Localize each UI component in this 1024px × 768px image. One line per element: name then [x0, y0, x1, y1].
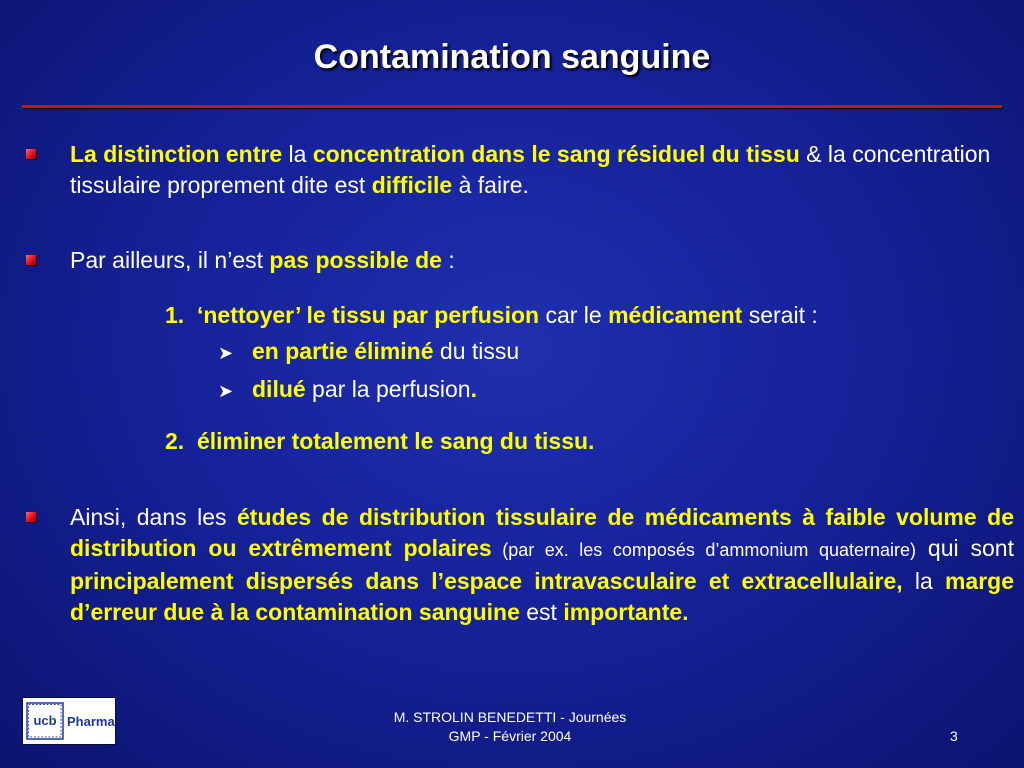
bullet-text	[70, 502, 1014, 628]
text-span: éliminer totalement le sang du tissu.	[196, 428, 595, 454]
text-span: la	[282, 141, 313, 167]
text-span: .	[470, 376, 477, 402]
text-span: la	[902, 568, 945, 594]
text-span: concentration dans le sang résiduel du tissu	[312, 141, 800, 167]
item-number: 2.	[165, 428, 185, 454]
logo-ucb-text: ucb	[33, 713, 57, 728]
text-span: du tissu	[433, 338, 520, 364]
text-span: par la perfusion	[305, 376, 471, 402]
ucb-logo-icon	[23, 698, 115, 744]
slide-footer	[370, 708, 650, 746]
text-span: (par ex. les composés d’ammonium quaternaire)	[491, 540, 916, 560]
bullet-text	[70, 139, 1014, 201]
text-span: pas possible de	[269, 247, 442, 273]
bullet-ainsi	[26, 502, 1014, 628]
text-span: à faire.	[452, 172, 529, 198]
text-span: :	[441, 247, 455, 273]
text-span: qui sont	[916, 535, 1014, 561]
text-span: La distinction entre	[70, 141, 283, 167]
text-span: ‘nettoyer’ le tissu par perfusion	[196, 302, 540, 328]
square-bullet-icon	[26, 255, 36, 265]
text-span: importante.	[563, 599, 689, 625]
text-span: médicament	[608, 302, 743, 328]
text-span: & la concentration tissulaire proprement dite est	[70, 141, 991, 198]
text-span: difficile	[371, 172, 453, 198]
footer-line-1: M. STROLIN BENEDETTI - Journées	[393, 709, 627, 725]
item-number: 1.	[165, 302, 185, 328]
text-span: car le	[539, 302, 609, 328]
logo-pharma-text: Pharma	[67, 714, 115, 729]
sub-item-dilue	[218, 374, 477, 406]
text-span: est	[519, 599, 564, 625]
footer-line-2: GMP - Février 2004	[448, 728, 572, 744]
text-span: Ainsi, dans les	[70, 504, 238, 530]
arrow-bullet-icon: ➤	[218, 343, 234, 363]
sub-item-elimine	[218, 336, 519, 368]
text-span: dilué	[252, 376, 306, 402]
text-span: serait :	[742, 302, 818, 328]
numbered-item-2	[165, 426, 594, 456]
page-number: 3	[950, 728, 958, 744]
text-span: en partie éliminé	[252, 338, 434, 364]
title-divider	[22, 105, 1002, 108]
bullet-text	[70, 245, 1014, 276]
slide-title: Contamination sanguine	[313, 38, 711, 76]
ucb-pharma-logo	[22, 697, 116, 745]
text-span: Par ailleurs, il n’est	[70, 247, 270, 273]
arrow-bullet-icon: ➤	[218, 381, 234, 401]
square-bullet-icon	[26, 149, 36, 159]
text-span: marge d’erreur due à la contamination sanguine	[70, 568, 1014, 625]
numbered-item-1	[165, 300, 818, 330]
bullet-distinction	[26, 139, 1014, 201]
text-span: principalement dispersés dans l’espace intravasculaire et extracellulaire,	[70, 568, 903, 594]
square-bullet-icon	[26, 512, 36, 522]
bullet-par-ailleurs	[26, 245, 1014, 276]
text-span: études de distribution tissulaire de médicaments à faible volume de distribution ou extrêmement polaires	[70, 504, 1014, 561]
